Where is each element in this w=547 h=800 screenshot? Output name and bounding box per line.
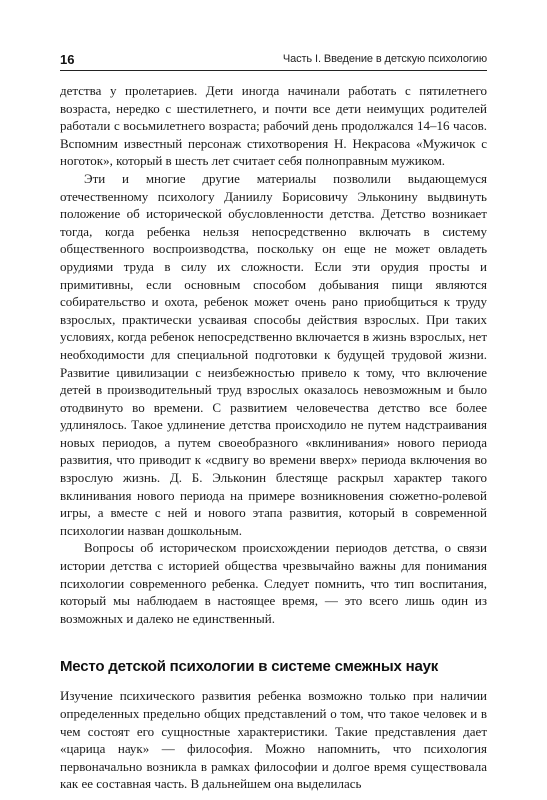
page-number: 16: [60, 52, 75, 67]
paragraph-history-questions: Вопросы об историческом происхождении периодов детства, о связи истории детства с историей общества чрезвычайно важны для понимания психологии современного ребенка. Следует помнить, что тип воспитания, который мы наблюдаем в настоящее время, — это всего лишь один из возможных и далеко не единственный.: [60, 540, 487, 626]
paragraph-elkonin: Эти и многие другие материалы позволили выдающемуся отечественному психологу Даниилу Борисовичу Эльконину выдвинуть положение об исторической обусловленности детства. Детство возникает тогда, когда ребенка нельзя непосредственно включать в систему общественного воспроизводства, поскольку он еще не может овладеть орудиями труда в силу их сложности. Если эти орудия просты и примитивны, если основным способом добывания пищи являются собирательство и охота, ребенок может очень рано приобщиться к труду взрослых, практически усваивая способы действия взрослых. При таких условиях, когда ребенок непосредственно включается в жизнь взрослых, нет необходимости для специальной подготовки к будущей трудовой жизни. Развитие цивилизации с неизбежностью привело к тому, что включение детей в производительный труд взрослых оказалось невозможным и было отодвинуто во времени. С развитием человечества детство все более удлинялось. Такое удлинение детства происходило не путем надстраивания новых периодов, а путем своеобразного «вклинивания» нового периода развития, что приводит к «сдвигу во времени вверх» периода включения во взрослую жизнь. Д. Б. Эльконин блестяще раскрыл характер такого вклинивания нового периода на примере возникновения сюжетно-ролевой игры, а вместе с ней и нового этапа развития, который в современной психологии назван дошкольным.: [60, 170, 487, 538]
header-divider: [60, 70, 487, 71]
paragraph-section-start: Изучение психического развития ребенка возможно только при наличии определенных предельно общих представлений о том, что такое человек и в чем состоят его сущностные характеристики. Такие представления дает «царица наук» — философия. Можно напомнить, что психология первоначально возникла в рамках философии и долгое время существовала как ее составная часть. В дальнейшем она выделилась: [60, 688, 487, 792]
paragraph-continued: детства у пролетариев. Дети иногда начинали работать с пятилетнего возраста, нередко с шестилетнего, и почти все дети неимущих родителей работали с восьмилетнего возраста; рабочий день продолжался 14–16 часов. Вспомним известный персонаж стихотворения Н. Некрасова «Мужичок с ноготок», который в шесть лет считает себя полноправным мужиком.: [60, 83, 487, 169]
section-heading: Место детской психологии в системе смежных наук: [60, 658, 439, 676]
body-text: [60, 82, 487, 793]
page-header: [60, 50, 487, 70]
running-title: Часть I. Введение в детскую психологию: [282, 53, 487, 65]
